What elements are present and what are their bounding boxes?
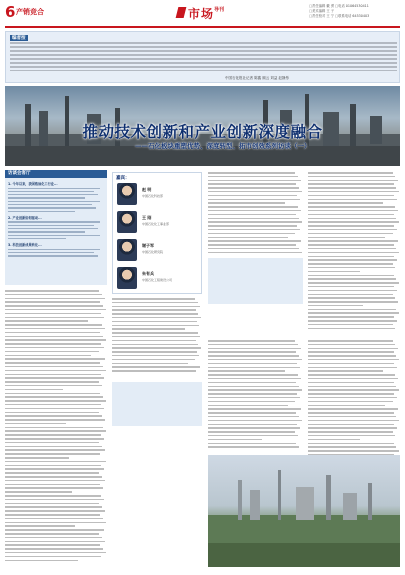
text-line	[5, 522, 106, 524]
text-line	[208, 446, 299, 448]
text-line	[308, 286, 394, 288]
text-line	[208, 172, 295, 174]
text-line	[5, 430, 106, 432]
text-line	[308, 443, 394, 445]
text-line	[5, 465, 101, 467]
text-line	[308, 367, 397, 369]
text-line	[5, 313, 101, 315]
text-line	[112, 336, 200, 338]
text-line	[308, 301, 398, 303]
text-line	[208, 355, 299, 357]
text-line	[5, 385, 102, 387]
text-line	[208, 408, 301, 410]
logo-mark-icon	[176, 7, 187, 18]
text-line	[5, 556, 101, 558]
text-line	[5, 317, 104, 319]
text-line	[112, 321, 197, 323]
text-line	[308, 199, 397, 201]
text-line	[308, 206, 395, 208]
text-line	[5, 434, 101, 436]
text-line	[308, 183, 394, 185]
text-line	[208, 176, 298, 178]
text-line	[5, 541, 105, 543]
text-line	[5, 351, 99, 353]
text-line	[208, 412, 296, 414]
text-line	[308, 340, 393, 342]
editor-line: □责任编辑 戴 勇 □电话 01064530411	[309, 4, 369, 8]
text-line	[308, 431, 393, 433]
text-line	[5, 446, 102, 448]
text-line	[208, 229, 300, 231]
text-line	[308, 259, 397, 261]
text-line	[308, 397, 397, 399]
text-line	[208, 233, 295, 235]
guest-title: 中国石化研究院	[142, 250, 164, 254]
hero-banner	[5, 86, 400, 166]
text-line	[208, 397, 300, 399]
text-line	[112, 355, 199, 357]
text-line	[5, 480, 105, 482]
page-number: 6	[5, 3, 16, 21]
text-line	[5, 472, 99, 474]
text-line	[308, 374, 395, 376]
text-line	[308, 348, 398, 350]
text-line	[5, 476, 102, 478]
text-line	[308, 420, 399, 422]
guest-card	[117, 239, 201, 263]
column-logo	[177, 5, 232, 23]
logo-sub-text: 导刊	[214, 7, 225, 13]
text-line	[112, 325, 199, 327]
interview-questions	[8, 182, 104, 259]
text-line	[308, 378, 398, 380]
text-line	[308, 210, 398, 212]
text-line	[208, 340, 295, 342]
text-line	[308, 324, 393, 326]
text-line	[308, 309, 396, 311]
text-line	[5, 408, 104, 410]
text-line	[308, 297, 395, 299]
text-line	[308, 218, 396, 220]
text-line	[308, 344, 395, 346]
text-line	[208, 351, 296, 353]
text-line	[208, 344, 298, 346]
text-line	[308, 180, 398, 182]
body-column-1	[5, 290, 107, 563]
text-line	[308, 248, 396, 250]
text-line	[208, 382, 296, 384]
text-line	[112, 370, 196, 372]
text-line	[308, 328, 395, 330]
text-line	[308, 263, 393, 265]
text-line	[208, 210, 301, 212]
text-line	[308, 278, 396, 280]
text-line	[5, 552, 106, 554]
text-line	[208, 389, 302, 391]
text-line	[308, 290, 397, 292]
text-line	[308, 252, 399, 254]
text-line	[208, 218, 299, 220]
question-item: 1. 今年以来，我国炼油化工行业...	[8, 182, 58, 186]
text-line	[308, 312, 399, 314]
text-line	[5, 453, 100, 455]
text-line	[208, 252, 302, 254]
text-line	[112, 363, 188, 365]
editors-note-tag: 编者按	[12, 36, 26, 41]
text-line	[5, 362, 100, 364]
text-line	[208, 206, 298, 208]
text-line	[5, 358, 105, 360]
text-line	[308, 389, 399, 391]
text-line	[308, 195, 394, 197]
text-line	[308, 256, 394, 258]
guest-title: 中国石化工程建设公司	[142, 278, 173, 282]
text-line	[5, 400, 106, 402]
text-line	[5, 294, 102, 296]
text-line	[308, 267, 395, 269]
question-item: 3. 科技创新成果转化...	[8, 243, 42, 248]
text-line	[5, 457, 69, 459]
guest-avatar	[117, 211, 137, 233]
text-line	[5, 510, 105, 512]
text-line	[5, 560, 78, 562]
text-line	[308, 386, 396, 388]
editors-note	[5, 31, 400, 83]
text-line	[5, 343, 101, 345]
guest-avatar	[117, 239, 137, 261]
text-line	[308, 240, 398, 242]
plant-photo-illustration	[208, 455, 400, 567]
text-line	[5, 298, 105, 300]
editor-credits	[309, 4, 399, 19]
text-line	[5, 506, 102, 508]
text-line	[5, 305, 103, 307]
body-column-3	[208, 172, 303, 256]
text-line	[208, 195, 297, 197]
text-line	[208, 359, 302, 361]
text-line	[112, 313, 198, 315]
guest-card	[117, 211, 201, 235]
text-line	[5, 328, 105, 330]
highlight-callout	[208, 258, 303, 304]
text-line	[308, 427, 397, 429]
text-line	[5, 339, 106, 341]
body-column-5	[208, 340, 303, 450]
text-line	[208, 199, 300, 201]
text-line	[208, 240, 301, 242]
text-line	[112, 351, 197, 353]
text-line	[308, 370, 383, 372]
text-line	[5, 366, 103, 368]
text-line	[5, 320, 88, 322]
text-line	[208, 431, 295, 433]
text-line	[112, 328, 185, 330]
page-headline: 推动技术创新和产业创新深度融合	[82, 123, 323, 141]
text-line	[5, 427, 103, 429]
text-line	[208, 244, 296, 246]
text-line	[308, 214, 394, 216]
text-line	[5, 484, 100, 486]
text-line	[5, 438, 104, 440]
text-line	[5, 396, 103, 398]
guests-header: 嘉宾：	[116, 176, 130, 181]
text-line	[208, 225, 297, 227]
text-line	[308, 355, 396, 357]
editor-line: □责任校对 王 宁 □联系电话 64530403	[309, 14, 370, 18]
text-line	[5, 389, 63, 391]
text-line	[308, 405, 385, 407]
text-line	[5, 449, 105, 451]
text-line	[5, 377, 104, 379]
text-line	[208, 191, 302, 193]
text-line	[308, 191, 399, 193]
text-line	[5, 309, 106, 311]
text-line	[208, 378, 301, 380]
text-line	[5, 491, 72, 493]
text-line	[308, 450, 399, 452]
text-line	[112, 340, 196, 342]
text-line	[208, 237, 288, 239]
text-line	[308, 225, 394, 227]
text-line	[5, 301, 100, 303]
text-line	[208, 180, 301, 182]
page-subhead: ——石化板块重塑优势、深度转型、拓市创效系列访谈（一）	[135, 142, 311, 150]
text-line	[112, 344, 198, 346]
text-line	[112, 298, 195, 300]
guest-name: 王 刚	[142, 215, 152, 220]
text-line	[208, 248, 299, 250]
text-line	[5, 503, 99, 505]
text-line	[5, 290, 99, 292]
text-line	[308, 393, 394, 395]
text-line	[5, 537, 102, 539]
guest-card	[117, 183, 201, 207]
text-line	[208, 405, 288, 407]
text-line	[208, 214, 296, 216]
guest-name: 朱有兵	[142, 271, 154, 276]
guest-name: 谢子军	[142, 243, 154, 248]
header-rule	[5, 26, 400, 28]
text-line	[208, 221, 302, 223]
text-line	[5, 518, 103, 520]
text-line	[208, 386, 299, 388]
text-line	[5, 393, 100, 395]
text-line	[208, 439, 262, 441]
editors-note-body	[10, 42, 397, 74]
guest-card	[117, 267, 201, 291]
text-line	[208, 443, 296, 445]
text-line	[308, 305, 363, 307]
text-line	[208, 202, 285, 204]
text-line	[5, 495, 101, 497]
highlight-callout	[112, 382, 202, 426]
text-line	[5, 404, 101, 406]
text-line	[308, 202, 383, 204]
text-line	[208, 363, 297, 365]
text-line	[308, 316, 394, 318]
text-line	[208, 187, 299, 189]
text-line	[5, 525, 75, 527]
text-line	[208, 183, 296, 185]
text-line	[308, 412, 394, 414]
text-line	[5, 423, 66, 425]
question-item: 2. 产业创新如何驱动...	[8, 215, 42, 220]
text-line	[308, 359, 399, 361]
text-line	[208, 424, 297, 426]
text-line	[208, 370, 285, 372]
text-line	[308, 275, 394, 277]
interview-lounge-header: 访谈会客厅	[5, 170, 107, 178]
text-line	[208, 393, 297, 395]
text-line	[5, 336, 103, 338]
text-line	[112, 302, 198, 304]
text-line	[208, 416, 299, 418]
text-line	[5, 370, 106, 372]
section-name: 产销竞合	[16, 8, 44, 16]
text-line	[308, 271, 360, 273]
body-column-2	[112, 298, 202, 374]
text-line	[208, 348, 301, 350]
text-line	[308, 408, 398, 410]
text-line	[112, 359, 195, 361]
text-line	[308, 320, 397, 322]
text-line	[5, 374, 101, 376]
text-line	[5, 499, 104, 501]
text-line	[308, 401, 393, 403]
text-line	[308, 446, 396, 448]
text-line	[5, 544, 100, 546]
text-line	[5, 468, 104, 470]
text-line	[112, 317, 201, 319]
guest-avatar	[117, 267, 137, 289]
text-line	[308, 172, 393, 174]
text-line	[208, 435, 298, 437]
editor-line: □美术编辑 王 子	[309, 9, 334, 13]
text-line	[5, 355, 91, 357]
text-line	[308, 294, 393, 296]
text-line	[308, 237, 385, 239]
guest-title: 中国石化化工事业部	[142, 222, 170, 226]
text-line	[308, 435, 395, 437]
text-line	[308, 363, 394, 365]
text-line	[112, 332, 198, 334]
text-line	[5, 533, 99, 535]
guest-avatar	[117, 183, 137, 205]
text-line	[308, 229, 397, 231]
text-line	[308, 416, 396, 418]
text-line	[5, 381, 99, 383]
editors-note-credit: 中国石化报社记者 陈鑫 顾云 刘益 赵静彤	[225, 76, 289, 80]
text-line	[112, 309, 196, 311]
body-column-4	[308, 172, 400, 331]
text-line	[5, 419, 105, 421]
text-line	[208, 420, 302, 422]
text-line	[5, 514, 100, 516]
plant-photo	[208, 455, 400, 567]
logo-main-text: 市场	[188, 7, 215, 21]
text-line	[112, 366, 200, 368]
guest-title: 中国石化科技部	[142, 194, 164, 198]
text-line	[308, 439, 360, 441]
text-line	[308, 233, 393, 235]
text-line	[5, 442, 99, 444]
text-line	[208, 401, 295, 403]
text-line	[208, 374, 298, 376]
text-line	[308, 351, 394, 353]
text-line	[308, 424, 394, 426]
page-header	[0, 0, 405, 30]
text-line	[308, 187, 396, 189]
text-line	[308, 282, 399, 284]
text-line	[308, 221, 399, 223]
text-line	[208, 427, 300, 429]
text-line	[5, 412, 99, 414]
text-line	[112, 347, 201, 349]
guests-panel	[112, 172, 202, 294]
text-line	[5, 324, 102, 326]
interview-lounge-box	[5, 170, 107, 285]
text-line	[5, 415, 102, 417]
text-line	[5, 347, 104, 349]
guest-name: 赵 明	[142, 187, 152, 192]
text-line	[5, 461, 106, 463]
text-line	[308, 244, 394, 246]
text-line	[5, 332, 100, 334]
text-line	[5, 529, 104, 531]
text-line	[112, 306, 200, 308]
text-line	[308, 176, 395, 178]
text-line	[208, 367, 300, 369]
text-line	[308, 382, 394, 384]
text-line	[5, 487, 103, 489]
text-line	[5, 548, 103, 550]
